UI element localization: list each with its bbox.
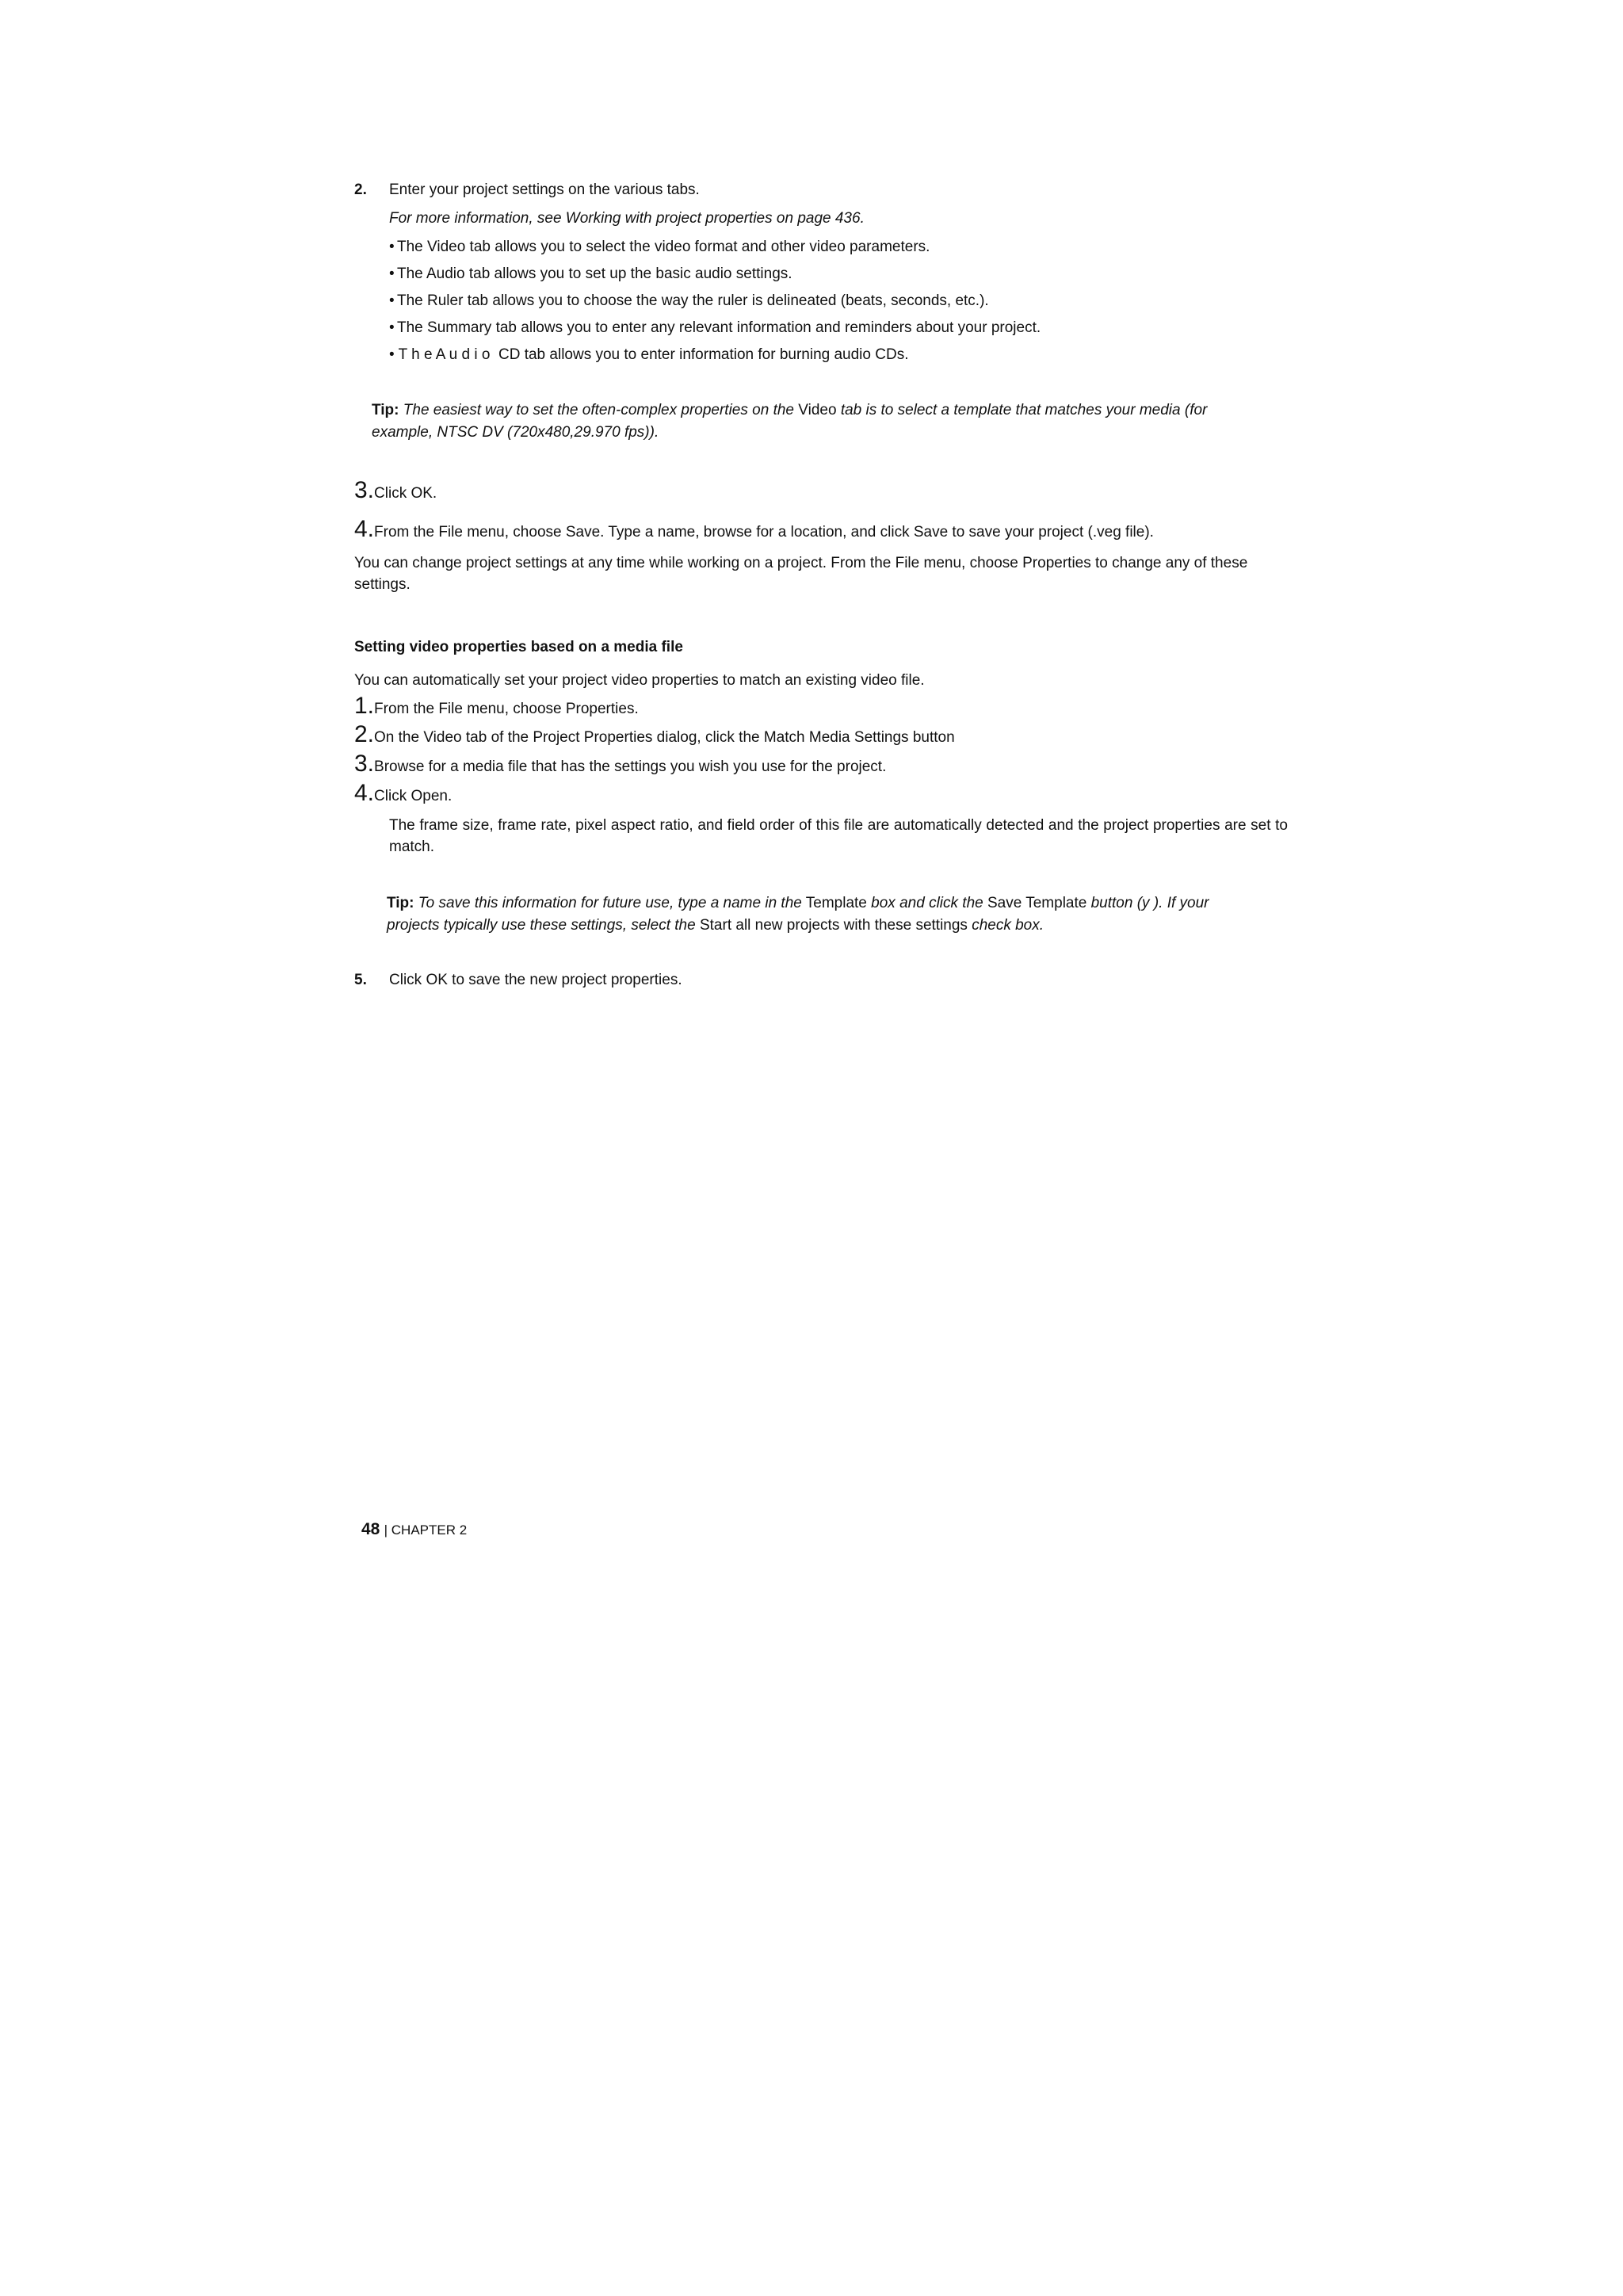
tip-text-button-name: Save Template (987, 895, 1087, 911)
step-text: Click OK. (374, 485, 437, 502)
step-text: Click OK to save the new project properties. (389, 972, 682, 988)
tip-text: button (y ). If your (1090, 895, 1209, 911)
tip-text-line2: example, NTSC DV (720x480,29.970 fps)). (372, 424, 659, 441)
step-number: 3. (354, 477, 375, 503)
bullet-item (389, 263, 792, 285)
bullet-icon: • (389, 292, 395, 309)
bullet-icon: • (389, 266, 395, 282)
bullet-icon: • (389, 239, 395, 255)
tip-text: check box. (972, 917, 1044, 934)
step-number: 2. (354, 181, 367, 198)
page-number: 48 (361, 1520, 380, 1538)
bullet-item (389, 290, 989, 311)
step-text: On the Video tab of the Project Properties dialog, click the Match Media Settings button (374, 729, 955, 746)
step-number: 3. (354, 751, 375, 777)
bullet-text: The Summary tab allows you to enter any relevant information and reminders about your project. (397, 319, 1041, 336)
tip-box (372, 399, 1207, 421)
bullet-text: The Video tab allows you to select the video format and other video parameters. (397, 239, 930, 255)
tip-text: box and click the (871, 895, 983, 911)
chapter-label: | CHAPTER 2 (384, 1522, 468, 1538)
bullet-icon: • (389, 319, 395, 336)
tip-label: Tip: (372, 402, 399, 418)
tip-label: Tip: (387, 895, 414, 911)
step-item (354, 723, 955, 748)
bullet-item (389, 317, 1041, 338)
step-text: From the File menu, choose Properties. (374, 701, 639, 717)
tip-text: tab is to select a template that matches your media (for (840, 402, 1208, 418)
tip-text: To save this information for future use, type a name in the (418, 895, 802, 911)
tip-box (387, 892, 1209, 914)
step-text: From the File menu, choose Save. Type a name, browse for a location, and click Save to save your project (.veg file). (374, 524, 1154, 541)
step-number: 1. (354, 693, 375, 719)
step-item (354, 518, 1154, 543)
step-number: 5. (354, 972, 367, 988)
bullet-text: • T h e A u d i o CD tab allows you to enter information for burning audio CDs. (389, 346, 909, 363)
step-number: 4. (354, 780, 375, 806)
tip-text: projects typically use these settings, select the (387, 917, 696, 934)
step-number: 4. (354, 516, 375, 542)
bullet-text: The Ruler tab allows you to choose the way the ruler is delineated (beats, seconds, etc.). (397, 292, 989, 309)
step-text: Enter your project settings on the various tabs. (389, 181, 700, 198)
tip-line2 (387, 915, 1044, 936)
page-footer (361, 1519, 467, 1541)
more-info-text: For more information, see Working with project properties on page 436. (389, 210, 865, 227)
tip-text-tab-name: Video (798, 402, 837, 418)
step-item (354, 479, 437, 504)
bullet-text: The Audio tab allows you to set up the basic audio settings. (397, 266, 792, 282)
step-number: 2. (354, 721, 375, 747)
note-paragraph: You can change project settings at any time while working on a project. From the File menu, choose Properties to change any of these settings. (354, 555, 1248, 593)
tip-text-checkbox-name: Start all new projects with these settings (699, 917, 968, 934)
step-item (354, 752, 886, 777)
step-item (354, 694, 639, 720)
bullet-item (389, 236, 930, 258)
detail-paragraph: The frame size, frame rate, pixel aspect ratio, and field order of this file are automatically detected and the project properties are set to match. (389, 817, 1288, 855)
step-item (354, 781, 452, 807)
section-heading: Setting video properties based on a media file (354, 639, 683, 655)
bullet-item (389, 344, 908, 365)
section-intro: You can automatically set your project video properties to match an existing video file. (354, 672, 925, 689)
step-text: Browse for a media file that has the settings you wish you use for the project. (374, 758, 887, 775)
tip-text-field-name: Template (805, 895, 867, 911)
tip-text: The easiest way to set the often-complex properties on the (403, 402, 794, 418)
step-text: Click Open. (374, 788, 453, 804)
